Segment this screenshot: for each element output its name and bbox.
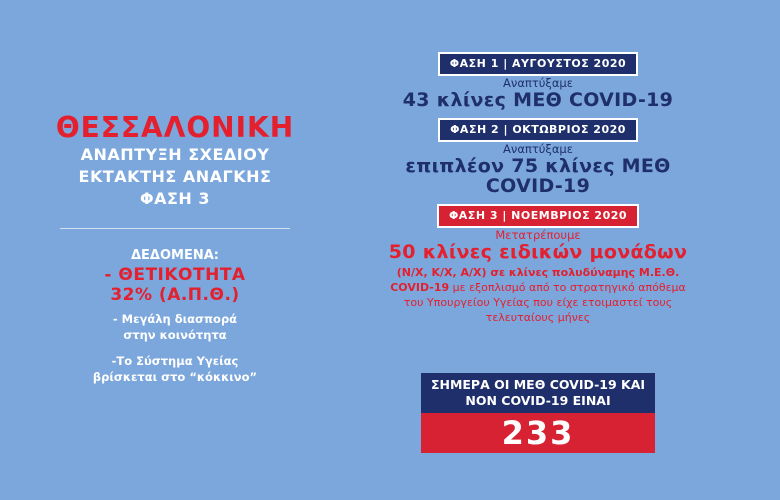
today-number: 233 — [421, 413, 655, 453]
phase-2-headline: επιπλέον 75 κλίνες ΜΕΘ — [405, 155, 671, 177]
phase-2-block — [388, 118, 688, 196]
desc-bold: COVID-19 — [390, 281, 450, 294]
positivity-value: 32% (Α.Π.Θ.) — [110, 285, 240, 305]
phase-1-block — [388, 52, 688, 110]
subtitle-line: ΕΚΤΑΚΤΗΣ ΑΝΑΓΚΗΣ — [78, 167, 272, 186]
city-title: ΘΕΣΣΑΛΟΝΙΚΗ — [55, 111, 295, 144]
phase-1-small: Αναπτύξαμε — [503, 76, 573, 90]
divider — [60, 228, 290, 229]
phase-2-headline-cont: COVID-19 — [485, 175, 591, 197]
desc-text: του Υπουργείου Υγείας που είχε ετοιμαστεί τους — [403, 296, 673, 309]
phase-3-badge: ΦΑΣΗ 3 | ΝΟΕΜΒΡΙΟΣ 2020 — [439, 206, 637, 226]
note-line: -Το Σύστημα Υγείας — [111, 354, 239, 368]
phase-2-small: Αναπτύξαμε — [503, 142, 573, 156]
desc-bold: (Ν/Χ, Κ/Χ, Α/Χ) σε κλίνες πολυδύναμης Μ.Ε.Θ. — [396, 266, 680, 279]
phases-panel — [388, 52, 688, 333]
data-heading: ΔΕΔΟΜΕΝΑ: — [130, 248, 219, 263]
positivity-line: - ΘΕΤΙΚΟΤΗΤΑ — [104, 265, 246, 285]
phase-3-description — [388, 265, 688, 325]
today-total-box — [421, 373, 655, 453]
phase-2-badge: ΦΑΣΗ 2 | ΟΚΤΩΒΡΙΟΣ 2020 — [440, 120, 636, 140]
subtitle-line: ΑΝΑΠΤΥΞΗ ΣΧΕΔΙΟΥ — [80, 145, 270, 164]
phase-1-headline: 43 κλίνες ΜΕΘ COVID-19 — [402, 89, 674, 111]
subtitle-line: ΦΑΣΗ 3 — [139, 189, 210, 208]
desc-text: τελευταίους μήνες — [485, 311, 591, 324]
phase-3-block — [388, 204, 688, 325]
desc-text: με εξοπλισμό από το στρατηγικό απόθεμα — [449, 281, 686, 294]
phase-1-badge: ΦΑΣΗ 1 | ΑΥΓΟΥΣΤΟΣ 2020 — [440, 54, 636, 74]
health-system-note — [40, 353, 310, 385]
today-line: NON COVID-19 ΕΙΝΑΙ — [465, 393, 611, 408]
today-caption — [421, 373, 655, 413]
phase-3-small: Μετατρέπουμε — [495, 228, 581, 242]
phase-3-headline: 50 κλίνες ειδικών μονάδων — [388, 241, 688, 263]
left-panel — [40, 112, 310, 385]
spread-note — [40, 311, 310, 343]
note-line: στην κοινότητα — [123, 328, 227, 342]
today-line: ΣΗΜΕΡΑ ΟΙ ΜΕΘ COVID-19 ΚΑΙ — [430, 377, 646, 392]
plan-subtitle — [40, 144, 310, 210]
note-line: - Μεγάλη διασπορά — [112, 312, 238, 326]
note-line: βρίσκεται στο “κόκκινο” — [92, 370, 258, 384]
